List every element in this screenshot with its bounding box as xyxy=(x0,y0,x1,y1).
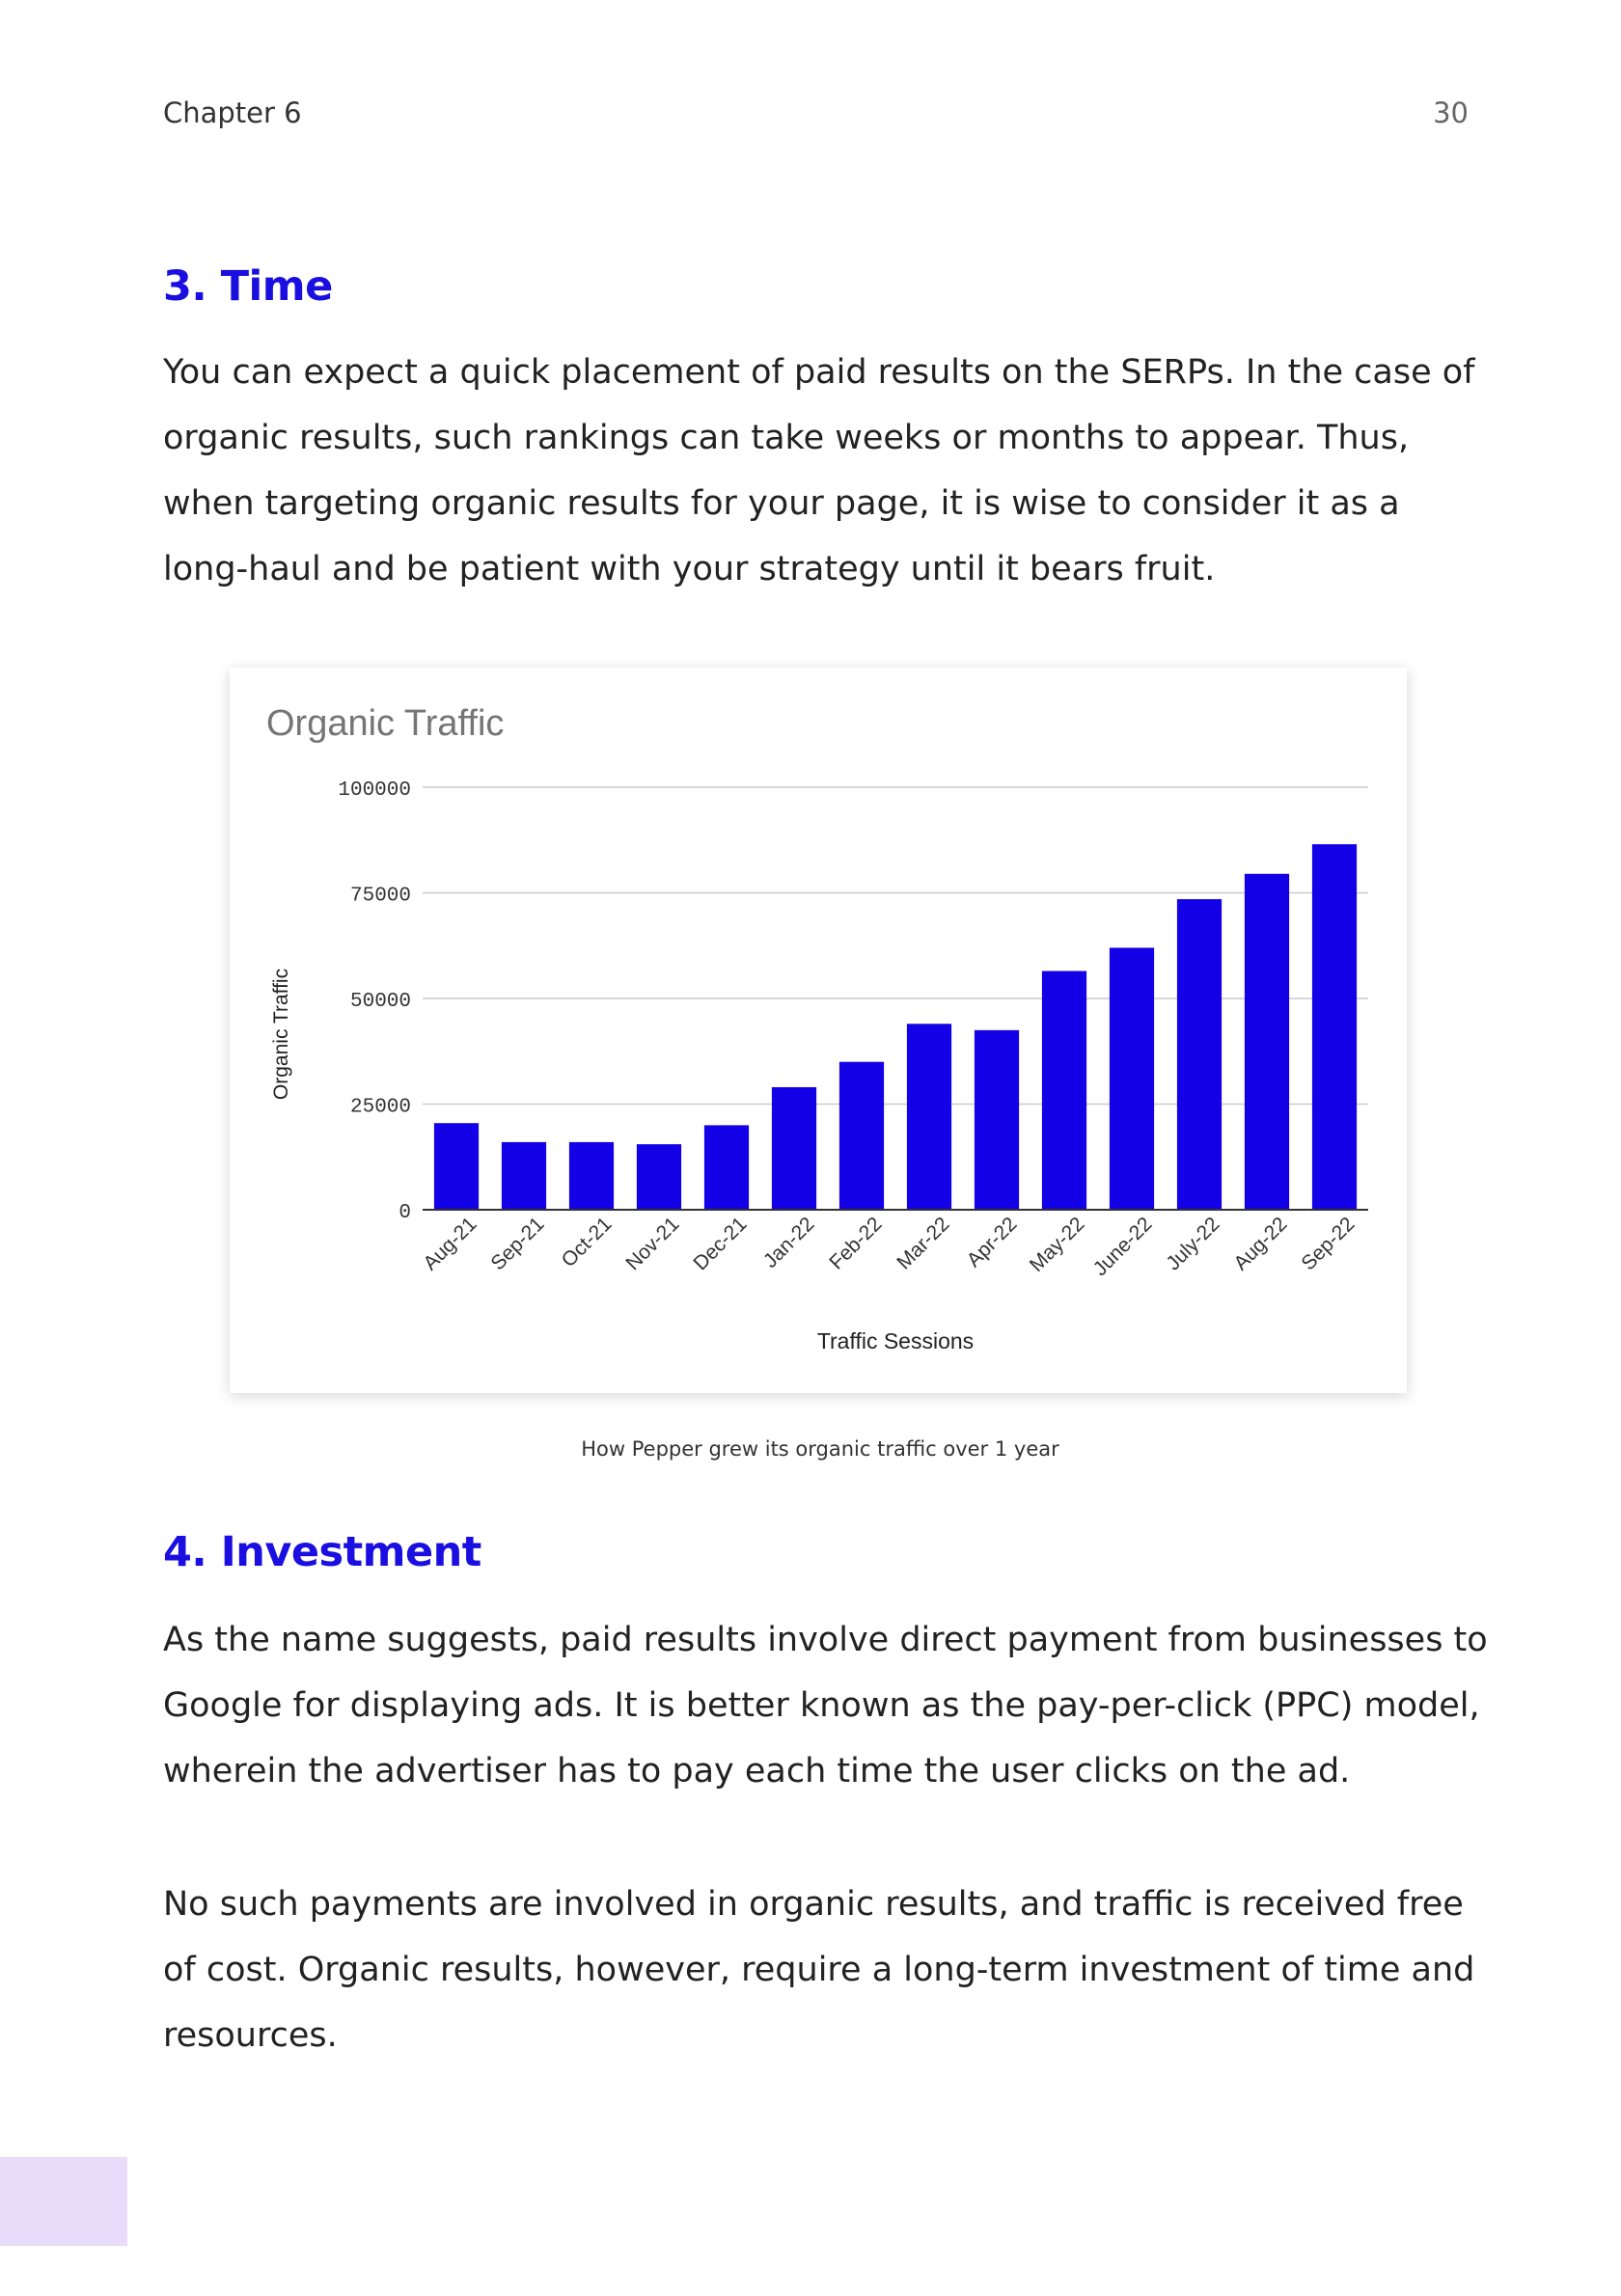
organic-traffic-chart xyxy=(230,668,1407,1393)
bar-aug-22 xyxy=(1245,874,1289,1210)
bar-dec-21 xyxy=(704,1125,749,1210)
bar-nov-21 xyxy=(637,1144,681,1210)
bar-may-22 xyxy=(1042,971,1086,1210)
bar-jan-22 xyxy=(772,1087,816,1210)
section-heading-investment: 4. Investment xyxy=(163,1528,481,1576)
y-tick-label: 75000 xyxy=(349,885,411,908)
investment-paragraph-1: As the name suggests, paid results involve direct payment from businesses to Google for displaying ads. It is better known as the pay-per-click (PPC) model, wherein the advertiser has to pay each time the user clicks on the ad. xyxy=(163,1621,1488,1790)
x-tick-label: Sep-21 xyxy=(486,1213,549,1275)
y-tick-label: 0 xyxy=(398,1202,411,1224)
bar-aug-21 xyxy=(434,1123,479,1210)
x-tick-label: July-22 xyxy=(1162,1213,1224,1275)
page-corner-tab xyxy=(0,2157,127,2246)
x-axis-label: Traffic Sessions xyxy=(816,1328,975,1353)
x-tick-label: Dec-21 xyxy=(689,1213,752,1275)
x-tick-label: June-22 xyxy=(1088,1213,1157,1281)
section-heading-time: 3. Time xyxy=(163,262,333,311)
bar-july-22 xyxy=(1177,899,1222,1210)
time-paragraph: You can expect a quick placement of paid results on the SERPs. In the case of organic results, such rankings can take weeks or months to appear. Thus, when targeting organic results for your page, it is wise to consider it as a long-haul and be patient with your strategy until it bears fruit. xyxy=(163,353,1475,588)
chart-gridlines xyxy=(423,787,1368,1105)
x-tick-label: Sep-22 xyxy=(1297,1213,1360,1275)
x-tick-label: Nov-21 xyxy=(621,1213,684,1275)
bar-apr-22 xyxy=(975,1030,1019,1210)
y-axis-ticks xyxy=(338,779,411,1224)
x-axis-ticks xyxy=(419,1213,1359,1280)
y-axis-label: Organic Traffic xyxy=(270,968,292,1101)
chart-bars xyxy=(434,844,1357,1210)
y-tick-label: 50000 xyxy=(349,991,411,1013)
x-tick-label: May-22 xyxy=(1025,1213,1089,1277)
bar-mar-22 xyxy=(907,1024,951,1210)
x-tick-label: Jan-22 xyxy=(758,1213,819,1272)
x-tick-label: Aug-21 xyxy=(419,1213,481,1275)
x-tick-label: Oct-21 xyxy=(557,1213,617,1272)
chart-svg xyxy=(230,668,1407,1393)
bar-oct-21 xyxy=(569,1142,614,1210)
figure-caption: How Pepper grew its organic traffic over 1 year xyxy=(581,1437,1059,1461)
chapter-label: Chapter 6 xyxy=(163,96,302,129)
bar-sep-21 xyxy=(502,1142,546,1210)
bar-june-22 xyxy=(1110,947,1154,1210)
chart-title: Organic Traffic xyxy=(266,703,505,744)
x-tick-label: Feb-22 xyxy=(825,1213,887,1274)
bar-sep-22 xyxy=(1312,844,1357,1210)
x-tick-label: Mar-22 xyxy=(893,1213,954,1274)
page-number: 30 xyxy=(1433,96,1469,129)
bar-feb-22 xyxy=(839,1062,884,1210)
y-tick-label: 25000 xyxy=(349,1096,411,1119)
investment-paragraph-2: No such payments are involved in organic results, and traffic is received free of cost. Organic results, however, require a long-term investment of time and resources. xyxy=(163,1885,1475,2055)
x-tick-label: Apr-22 xyxy=(962,1213,1022,1272)
x-tick-label: Aug-22 xyxy=(1229,1213,1292,1275)
y-tick-label: 100000 xyxy=(338,779,411,802)
